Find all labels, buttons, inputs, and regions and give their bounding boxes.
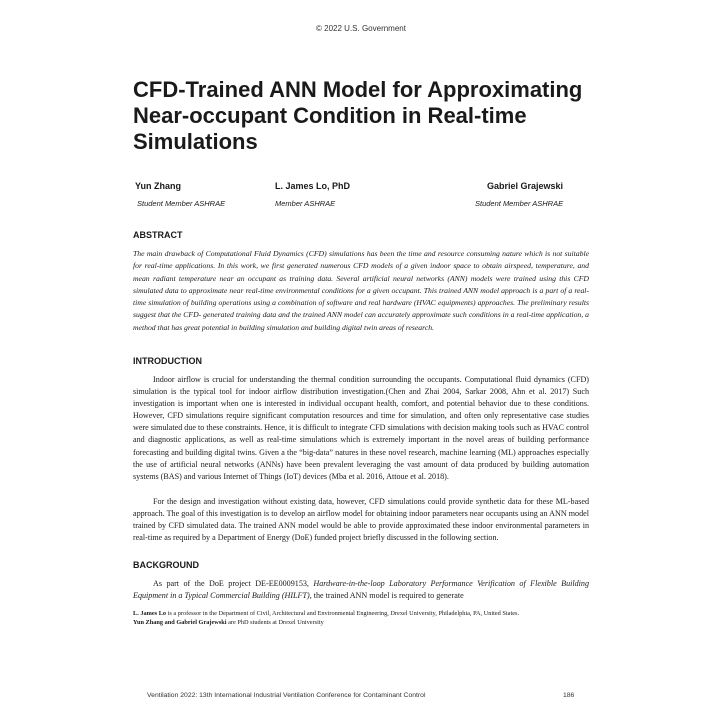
- background-text-end: , the trained ANN model is required to generate: [309, 591, 464, 601]
- background-heading: BACKGROUND: [133, 560, 199, 570]
- project-title-italic: Hardware-in-the-loop Laboratory Performance Verification of Flexible Building Equipment in a Typical Commercial Building (HILFT): [133, 579, 590, 601]
- abstract-text: The main drawback of Computational Fluid Dynamics (CFD) simulations has been the time and resource consuming nature which is not suitable for real-time applications. In this work, we first generated numerous CFD models of a given indoor space to obtain airspeed, temperature, and mean radiant temperature near an occupant as training data. Several artificial neural networks (ANN) models were trained using this CFD simulated data to approximate near real-time environmental conditions for a given occupant. This trained ANN model approach is a part of a real-time simulation of building operations using a combination of software and real hardware (HVAC equipments) approaches. The preliminary results suggest that the CFD- generated training data and the trained ANN model can accurately approximate such conditions in a real-time application, a method that has great potential in building simulation and building digital twin areas of research.: [133, 249, 589, 332]
- footnote-text-2: are PhD students at Drexel University: [226, 619, 324, 626]
- author-affiliation: Student Member ASHRAE: [475, 199, 564, 208]
- copyright-notice: © 2022 U.S. Government: [316, 24, 406, 33]
- author-3: [475, 181, 563, 208]
- background-paragraph: [133, 578, 589, 602]
- introduction-paragraph-1: Indoor airflow is crucial for understanding the thermal condition surrounding the occupants. Computational fluid dynamics (CFD) simulation is the typical tool for indoor airflow distribution investigation.(Chen and Zhai 2004, Sarkar 2008, Ahn et al. 2017) Such investigation is important when one is interested in individual occupant health, comfort, and potential behavior due to these conditions. However, CFD simulations require significant computation resources and time for simulation, and often only representative case studies were simulated due to these constraints. Hence, it is difficult to integrate CFD simulations with decision making tools such as HVAC control and diagnostic applications, as well as real-time simulations which is extremely important in the novel areas of building performance forecasting and building digital twins. Given a the “big-data” natures in these novel research, machine learning (ML) approaches especially the use of artificial neural networks (ANNs) have been prevalent leveraging the vast amount of data produced by building automation systems (BAS) and various Internet of Things (IoT) devices (Mba et al. 2016, Attoue et al. 2018).: [133, 375, 589, 481]
- author-footnote: [133, 609, 603, 627]
- footnote-name-1: L. James Lo: [133, 610, 167, 617]
- author-name: Yun Zhang: [135, 181, 181, 191]
- background-text-start: As part of the DoE project DE-EE0009153,: [153, 579, 314, 588]
- author-2: [275, 181, 350, 208]
- footnote-text-1: is a professor in the Department of Civil, Architectural and Environmental Engineering, Drexel University, Philadelphia, PA, United States.: [166, 610, 520, 617]
- introduction-heading: INTRODUCTION: [133, 356, 202, 366]
- author-name: L. James Lo, PhD: [275, 181, 351, 191]
- author-name: Gabriel Grajewski: [487, 181, 564, 191]
- author-affiliation: Student Member ASHRAE: [137, 199, 226, 208]
- footnote-name-2: Yun Zhang and Gabriel Grajewski: [133, 619, 227, 626]
- author-1: [135, 181, 225, 208]
- abstract-heading: ABSTRACT: [133, 230, 183, 240]
- author-affiliation: Member ASHRAE: [275, 199, 336, 208]
- paper-title: CFD-Trained ANN Model for Approximating Near-occupant Condition in Real-time Simulations: [133, 77, 583, 154]
- introduction-paragraph-2: For the design and investigation without existing data, however, CFD simulations could provide synthetic data for these ML-based approach. The goal of this investigation is to develop an airflow model for obtaining indoor parameters near occupants using an ANN model trained by CFD simulated data. The trained ANN model would be able to provide approximated these indoor environmental parameters in real-time as required by a Department of Energy (DoE) funded project briefly discussed in the following section.: [133, 497, 589, 543]
- footer-page-number: 186: [563, 692, 575, 699]
- footer-conference: Ventilation 2022: 13th International Industrial Ventilation Conference for Contaminant Control: [147, 692, 426, 699]
